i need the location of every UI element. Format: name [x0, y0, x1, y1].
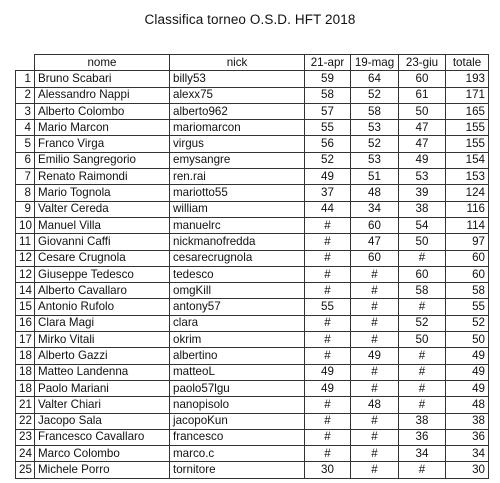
stage-2-score-cell: #: [351, 446, 399, 462]
stage-2-score-cell: #: [351, 413, 399, 429]
stage-1-score-cell: 30: [305, 462, 351, 478]
stage-2-score-cell: 48: [351, 397, 399, 413]
ranking-rows: [16, 71, 489, 478]
nick-cell: albertino: [170, 348, 305, 364]
stage-3-score-cell: #: [399, 364, 446, 380]
table-row: [16, 217, 489, 233]
stage-1-score-cell: #: [305, 283, 351, 299]
nick-cell: matteoL: [170, 364, 305, 380]
stage-2-score-cell: 52: [351, 87, 399, 103]
nick-cell: jacopoKun: [170, 413, 305, 429]
nick-cell: virgus: [170, 136, 305, 152]
name-cell: Valter Cereda: [35, 201, 170, 217]
total-score-cell: 153: [446, 169, 489, 185]
table-row: [16, 299, 489, 315]
position-cell: 9: [16, 201, 35, 217]
stage-3-score-cell: 50: [399, 103, 446, 119]
stage-1-score-cell: 56: [305, 136, 351, 152]
position-cell: 4: [16, 120, 35, 136]
nick-cell: alberto962: [170, 103, 305, 119]
stage-2-score-cell: 47: [351, 234, 399, 250]
name-cell: Matteo Landenna: [35, 364, 170, 380]
position-cell: 16: [16, 315, 35, 331]
position-cell: 3: [16, 103, 35, 119]
total-score-cell: 155: [446, 120, 489, 136]
stage-1-score-cell: 49: [305, 364, 351, 380]
nick-cell: tornitore: [170, 462, 305, 478]
position-cell: 18: [16, 348, 35, 364]
stage-3-score-cell: #: [399, 348, 446, 364]
position-cell: 14: [16, 283, 35, 299]
stage-3-score-cell: 54: [399, 217, 446, 233]
name-cell: Marco Colombo: [35, 446, 170, 462]
header-name: nome: [35, 55, 170, 71]
position-cell: 1: [16, 71, 35, 87]
nick-cell: william: [170, 201, 305, 217]
table-row: [16, 169, 489, 185]
stage-2-score-cell: 58: [351, 103, 399, 119]
stage-1-score-cell: 49: [305, 380, 351, 396]
stage-3-score-cell: 61: [399, 87, 446, 103]
stage-1-score-cell: #: [305, 446, 351, 462]
position-cell: 5: [16, 136, 35, 152]
stage-2-score-cell: #: [351, 462, 399, 478]
total-score-cell: 155: [446, 136, 489, 152]
name-cell: Cesare Crugnola: [35, 250, 170, 266]
name-cell: Alberto Colombo: [35, 103, 170, 119]
stage-1-score-cell: 49: [305, 169, 351, 185]
stage-2-score-cell: #: [351, 380, 399, 396]
stage-3-score-cell: 53: [399, 169, 446, 185]
position-cell: 10: [16, 217, 35, 233]
name-cell: Michele Porro: [35, 462, 170, 478]
position-cell: 17: [16, 332, 35, 348]
stage-2-score-cell: #: [351, 283, 399, 299]
stage-2-score-cell: 34: [351, 201, 399, 217]
position-cell: 21: [16, 397, 35, 413]
nick-cell: tedesco: [170, 266, 305, 282]
nick-cell: omgKill: [170, 283, 305, 299]
position-cell: 2: [16, 87, 35, 103]
name-cell: Antonio Rufolo: [35, 299, 170, 315]
table-row: [16, 446, 489, 462]
total-score-cell: 49: [446, 380, 489, 396]
stage-1-score-cell: 58: [305, 87, 351, 103]
position-cell: 25: [16, 462, 35, 478]
stage-1-score-cell: #: [305, 397, 351, 413]
total-score-cell: 38: [446, 413, 489, 429]
nick-cell: alexx75: [170, 87, 305, 103]
stage-2-score-cell: 53: [351, 152, 399, 168]
stage-2-score-cell: 49: [351, 348, 399, 364]
stage-3-score-cell: 38: [399, 201, 446, 217]
total-score-cell: 50: [446, 332, 489, 348]
position-cell: 7: [16, 169, 35, 185]
table-row: [16, 397, 489, 413]
nick-cell: mariomarcon: [170, 120, 305, 136]
table-row: [16, 364, 489, 380]
stage-2-score-cell: 64: [351, 71, 399, 87]
stage-2-score-cell: #: [351, 315, 399, 331]
name-cell: Valter Chiari: [35, 397, 170, 413]
total-score-cell: 193: [446, 71, 489, 87]
name-cell: Clara Magi: [35, 315, 170, 331]
stage-1-score-cell: #: [305, 348, 351, 364]
name-cell: Mirko Vitali: [35, 332, 170, 348]
header-stage-3: 23-giu: [399, 55, 446, 71]
nick-cell: manuelrc: [170, 217, 305, 233]
total-score-cell: 171: [446, 87, 489, 103]
table-row: [16, 315, 489, 331]
nick-cell: nickmanofredda: [170, 234, 305, 250]
total-score-cell: 49: [446, 364, 489, 380]
nick-cell: antony57: [170, 299, 305, 315]
position-cell: 23: [16, 429, 35, 445]
nick-cell: ren.rai: [170, 169, 305, 185]
total-score-cell: 60: [446, 250, 489, 266]
stage-1-score-cell: #: [305, 315, 351, 331]
table-row: [16, 71, 489, 87]
stage-3-score-cell: 52: [399, 315, 446, 331]
table-row: [16, 283, 489, 299]
table-row: [16, 348, 489, 364]
stage-1-score-cell: 44: [305, 201, 351, 217]
name-cell: Franco Virga: [35, 136, 170, 152]
total-score-cell: 55: [446, 299, 489, 315]
nick-cell: billy53: [170, 71, 305, 87]
name-cell: Bruno Scabari: [35, 71, 170, 87]
stage-3-score-cell: 58: [399, 283, 446, 299]
name-cell: Alberto Cavallaro: [35, 283, 170, 299]
table-row: [16, 234, 489, 250]
stage-2-score-cell: #: [351, 429, 399, 445]
stage-2-score-cell: 60: [351, 217, 399, 233]
stage-3-score-cell: 49: [399, 152, 446, 168]
name-cell: Francesco Cavallaro: [35, 429, 170, 445]
table-row: [16, 103, 489, 119]
stage-3-score-cell: #: [399, 462, 446, 478]
stage-3-score-cell: 34: [399, 446, 446, 462]
stage-1-score-cell: 55: [305, 299, 351, 315]
name-cell: Jacopo Sala: [35, 413, 170, 429]
stage-3-score-cell: #: [399, 299, 446, 315]
position-cell: 15: [16, 299, 35, 315]
name-cell: Alberto Gazzi: [35, 348, 170, 364]
position-cell: 22: [16, 413, 35, 429]
table-row: [16, 332, 489, 348]
stage-1-score-cell: #: [305, 332, 351, 348]
total-score-cell: 60: [446, 266, 489, 282]
nick-cell: nanopisolo: [170, 397, 305, 413]
table-row: [16, 380, 489, 396]
nick-cell: paolo57lgu: [170, 380, 305, 396]
stage-2-score-cell: 51: [351, 169, 399, 185]
stage-1-score-cell: #: [305, 413, 351, 429]
stage-1-score-cell: 57: [305, 103, 351, 119]
table-row: [16, 413, 489, 429]
total-score-cell: 97: [446, 234, 489, 250]
position-cell: 24: [16, 446, 35, 462]
nick-cell: emysangre: [170, 152, 305, 168]
name-cell: Mario Marcon: [35, 120, 170, 136]
stage-2-score-cell: #: [351, 266, 399, 282]
stage-1-score-cell: #: [305, 266, 351, 282]
stage-3-score-cell: #: [399, 380, 446, 396]
name-cell: Mario Tognola: [35, 185, 170, 201]
total-score-cell: 34: [446, 446, 489, 462]
stage-1-score-cell: #: [305, 250, 351, 266]
table-row: [16, 136, 489, 152]
total-score-cell: 124: [446, 185, 489, 201]
name-cell: Manuel Villa: [35, 217, 170, 233]
name-cell: Paolo Mariani: [35, 380, 170, 396]
stage-3-score-cell: #: [399, 397, 446, 413]
header-stage-1: 21-apr: [305, 55, 351, 71]
table-row: [16, 152, 489, 168]
total-score-cell: 52: [446, 315, 489, 331]
nick-cell: okrim: [170, 332, 305, 348]
stage-1-score-cell: #: [305, 429, 351, 445]
table-row: [16, 87, 489, 103]
stage-2-score-cell: 53: [351, 120, 399, 136]
stage-3-score-cell: 60: [399, 71, 446, 87]
position-cell: 12: [16, 266, 35, 282]
position-cell: 18: [16, 364, 35, 380]
stage-1-score-cell: 37: [305, 185, 351, 201]
nick-cell: cesarecrugnola: [170, 250, 305, 266]
header-nick: nick: [170, 55, 305, 71]
total-score-cell: 36: [446, 429, 489, 445]
stage-3-score-cell: 50: [399, 234, 446, 250]
stage-3-score-cell: 50: [399, 332, 446, 348]
stage-3-score-cell: 36: [399, 429, 446, 445]
table-row: [16, 266, 489, 282]
stage-1-score-cell: 52: [305, 152, 351, 168]
table-row: [16, 429, 489, 445]
total-score-cell: 48: [446, 397, 489, 413]
position-cell: 8: [16, 185, 35, 201]
stage-2-score-cell: 52: [351, 136, 399, 152]
table-row: [16, 250, 489, 266]
total-score-cell: 30: [446, 462, 489, 478]
table-row: [16, 462, 489, 478]
stage-3-score-cell: 38: [399, 413, 446, 429]
nick-cell: mariotto55: [170, 185, 305, 201]
position-cell: 11: [16, 234, 35, 250]
stage-2-score-cell: 48: [351, 185, 399, 201]
document-title: Classifica torneo O.S.D. HFT 2018: [144, 12, 356, 27]
total-score-cell: 154: [446, 152, 489, 168]
table-row: [16, 120, 489, 136]
stage-3-score-cell: 47: [399, 120, 446, 136]
position-cell: 18: [16, 380, 35, 396]
stage-2-score-cell: 60: [351, 250, 399, 266]
total-score-cell: 114: [446, 217, 489, 233]
header-total: totale: [446, 55, 489, 71]
position-cell: 12: [16, 250, 35, 266]
nick-cell: clara: [170, 315, 305, 331]
header-position: [16, 55, 35, 71]
stage-2-score-cell: #: [351, 299, 399, 315]
stage-1-score-cell: 59: [305, 71, 351, 87]
name-cell: Giuseppe Tedesco: [35, 266, 170, 282]
header-stage-2: 19-mag: [351, 55, 399, 71]
total-score-cell: 49: [446, 348, 489, 364]
table-row: [16, 185, 489, 201]
nick-cell: francesco: [170, 429, 305, 445]
stage-3-score-cell: 39: [399, 185, 446, 201]
stage-2-score-cell: #: [351, 332, 399, 348]
position-cell: 6: [16, 152, 35, 168]
stage-2-score-cell: #: [351, 364, 399, 380]
stage-1-score-cell: 55: [305, 120, 351, 136]
ranking-table: [15, 54, 489, 479]
stage-1-score-cell: #: [305, 234, 351, 250]
stage-3-score-cell: #: [399, 250, 446, 266]
total-score-cell: 58: [446, 283, 489, 299]
name-cell: Alessandro Nappi: [35, 87, 170, 103]
table-row: [16, 201, 489, 217]
total-score-cell: 116: [446, 201, 489, 217]
name-cell: Giovanni Caffi: [35, 234, 170, 250]
stage-3-score-cell: 47: [399, 136, 446, 152]
total-score-cell: 165: [446, 103, 489, 119]
name-cell: Renato Raimondi: [35, 169, 170, 185]
stage-1-score-cell: #: [305, 217, 351, 233]
nick-cell: marco.c: [170, 446, 305, 462]
name-cell: Emilio Sangregorio: [35, 152, 170, 168]
header-row: [16, 55, 489, 71]
stage-3-score-cell: 60: [399, 266, 446, 282]
